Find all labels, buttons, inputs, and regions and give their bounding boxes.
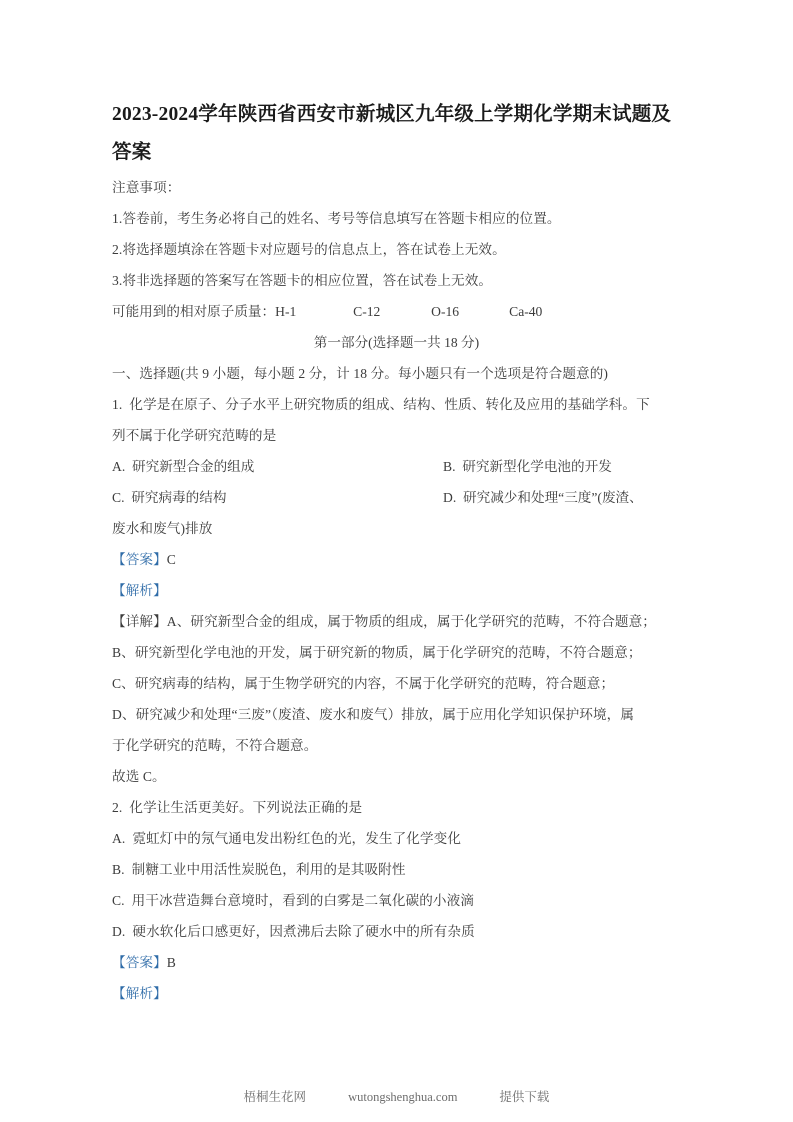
question-2-answer-value: B — [166, 955, 176, 970]
question-1-option-a-text: 研究新型合金的组成 — [132, 459, 255, 474]
question-1-stem-line-2: 列不属于化学研究范畴的是 — [112, 428, 277, 443]
section-header: 一、选择题(共 9 小题，每小题 2 分，计 18 分。每小题只有一个选项是符合题意的) — [112, 366, 609, 381]
question-1-number: 1. — [112, 397, 123, 412]
note-item-2: 2.将选择题填涂在答题卡对应题号的信息点上，答在试卷上无效。 — [112, 242, 506, 257]
question-1-option-c[interactable] — [112, 482, 443, 513]
question-1-option-c-label: C. — [112, 490, 125, 505]
atomic-mass-label: 可能用到的相对原子质量： — [112, 304, 276, 319]
question-1-option-a-label: A. — [112, 459, 126, 474]
question-1-detail-line-5: 于化学研究的范畴，不符合题意。 — [112, 738, 318, 753]
question-1-option-b-text: 研究新型化学电池的开发 — [462, 459, 612, 474]
question-2-option-d-label: D. — [112, 924, 126, 939]
question-1-detail-line-1 — [112, 606, 681, 637]
question-1-option-a[interactable] — [112, 451, 443, 482]
question-2-option-d-text: 硬水软化后口感更好，因煮沸后去除了硬水中的所有杂质 — [132, 924, 475, 939]
note-item-1: 1.答卷前，考生务必将自己的姓名、考号等信息填写在答题卡相应的位置。 — [112, 211, 561, 226]
question-1-detail-line-4: D、研究减少和处理“三废”（废渣、废水和废气）排放，属于应用化学知识保护环境，属 — [112, 707, 635, 722]
question-1-detail-line-2: B、研究新型化学电池的开发，属于研究新的物质，属于化学研究的范畴，不符合题意； — [112, 645, 642, 660]
answer-marker: 【答案】 — [112, 955, 167, 970]
question-1-option-row-cd — [112, 482, 681, 513]
question-2-option-c-label: C. — [112, 893, 125, 908]
notes-heading: 注意事项： — [112, 180, 181, 195]
footer-site-url: wutongshenghua.com — [348, 1090, 458, 1104]
question-1-analysis-marker: 【解析】 — [112, 583, 167, 598]
atomic-mass-ca: Ca-40 — [509, 304, 543, 319]
question-2-option-c-text: 用干冰营造舞台意境时，看到的白雾是二氧化碳的小液滴 — [131, 893, 475, 908]
question-2-option-b[interactable] — [112, 854, 681, 885]
atomic-mass-c: C-12 — [353, 304, 381, 319]
question-1-option-d-text: 研究减少和处理“三度”(废渣、 — [463, 490, 643, 505]
part-header: 第一部分(选择题一共 18 分) — [313, 335, 480, 350]
detail-marker: 【详解】 — [112, 614, 167, 629]
question-1-detail-text-1: A、研究新型合金的组成，属于物质的组成，属于化学研究的范畴，不符合题意； — [166, 614, 656, 629]
question-2-option-b-label: B. — [112, 862, 125, 877]
question-1-answer — [112, 544, 681, 575]
question-1-detail-line-3: C、研究病毒的结构，属于生物学研究的内容，不属于化学研究的范畴，符合题意； — [112, 676, 615, 691]
footer-site-name: 梧桐生花网 — [243, 1090, 307, 1104]
page-title: 2023-2024学年陕西省西安市新城区九年级上学期化学期末试题及答案 — [112, 104, 672, 163]
question-1-option-row-ab — [112, 451, 681, 482]
question-1-stem-text-1: 化学是在原子、分子水平上研究物质的组成、结构、性质、转化及应用的基础学科。下 — [129, 397, 650, 412]
atomic-mass-h: H-1 — [275, 304, 297, 319]
question-1-answer-value: C — [166, 552, 176, 567]
question-2-option-a-text: 霓虹灯中的氖气通电发出粉红色的光，发生了化学变化 — [132, 831, 462, 846]
question-2-option-a-label: A. — [112, 831, 126, 846]
atomic-mass-o: O-16 — [431, 304, 460, 319]
question-2 — [112, 792, 681, 1009]
question-2-option-c[interactable] — [112, 885, 681, 916]
answer-marker: 【答案】 — [112, 552, 167, 567]
question-1-option-b[interactable] — [443, 451, 681, 482]
note-item-3: 3.将非选择题的答案写在答题卡的相应位置，答在试卷上无效。 — [112, 273, 493, 288]
question-2-number: 2. — [112, 800, 123, 815]
question-1-option-d[interactable] — [443, 482, 681, 513]
question-1-option-d-label: D. — [443, 490, 457, 505]
footer-action: 提供下载 — [499, 1090, 550, 1104]
atomic-mass-line — [112, 296, 681, 327]
question-2-analysis-marker: 【解析】 — [112, 986, 167, 1001]
question-1-conclusion: 故选 C。 — [112, 769, 166, 784]
question-2-option-a[interactable] — [112, 823, 681, 854]
question-2-stem-line-1 — [112, 792, 681, 823]
question-1-stem-line-1 — [112, 389, 681, 420]
question-2-stem-text-1: 化学让生活更美好。下列说法正确的是 — [129, 800, 363, 815]
page-footer — [0, 1088, 793, 1106]
question-1 — [112, 389, 681, 792]
question-1-option-d-continuation: 废水和废气)排放 — [112, 521, 213, 536]
question-1-option-b-label: B. — [443, 459, 456, 474]
question-1-option-c-text: 研究病毒的结构 — [131, 490, 227, 505]
question-2-option-d[interactable] — [112, 916, 681, 947]
question-2-answer — [112, 947, 681, 978]
question-2-option-b-text: 制糖工业中用活性炭脱色，利用的是其吸附性 — [131, 862, 406, 877]
